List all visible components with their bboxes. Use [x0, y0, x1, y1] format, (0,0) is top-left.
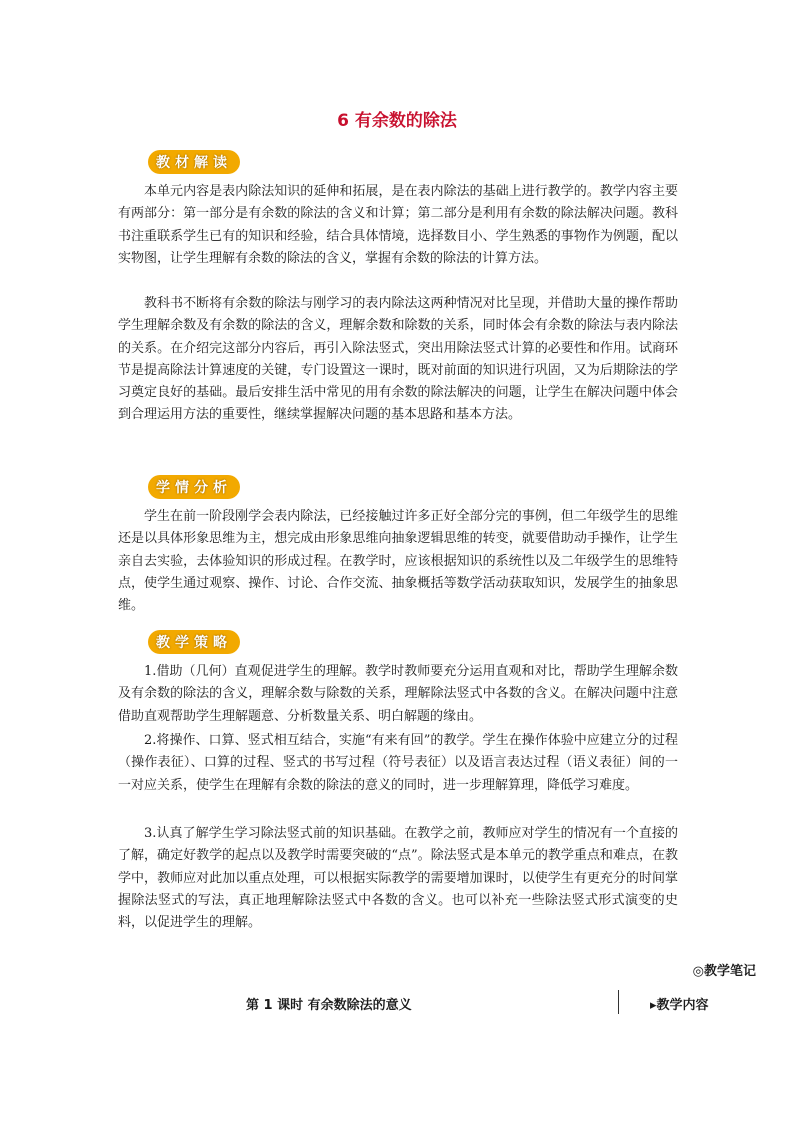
paragraph: 2.将操作、口算、竖式相互结合，实施“有来有回”的教学。学生在操作体验中应建立分的过程（操作表征）、口算的过程、竖式的书写过程（符号表征）以及语言表达过程（语义表征）间的一一对应关系，使学生在理解有余数的除法的意义的同时，进一步理解算理，降低学习难度。	[118, 733, 678, 793]
section-heading: 教材解读	[156, 155, 232, 171]
section-badge-strategy	[148, 630, 240, 654]
section-badge-textbook	[148, 150, 240, 174]
paragraph: 1.借助（几何）直观促进学生的理解。教学时教师要充分运用直观和对比，帮助学生理解余数及有余数的除法的含义，理解余数与除数的关系，理解除法竖式中各数的含义。在解决问题中注意借助直观帮助学生理解题意、分析数量关系、明白解题的缘由。	[118, 664, 678, 724]
page-title: 6 有余数的除法	[337, 111, 457, 131]
section-badge-learning	[148, 475, 240, 499]
lesson-title: 第 1 课时 有余数除法的意义	[246, 998, 412, 1013]
teaching-content-label: ▸教学内容	[650, 998, 709, 1013]
teaching-notes-label: ◎教学笔记	[692, 964, 756, 979]
paragraph: 3.认真了解学生学习除法竖式前的知识基础。在教学之前，教师应对学生的情况有一个直接的了解，确定好教学的起点以及教学时需要突破的“点”。除法竖式是本单元的教学重点和难点，在教学中，教师应对此加以重点处理，可以根据实际教学的需要增加课时，以使学生有更充分的时间掌握除法竖式的写法，真正地理解除法竖式中各数的含义。也可以补充一些除法竖式形式演变的史料，以促进学生的理解。	[118, 826, 678, 931]
paragraph: 教科书不断将有余数的除法与刚学习的表内除法这两种情况对比呈现，并借助大量的操作帮助学生理解余数及有余数的除法的含义，理解余数和除数的关系，同时体会有余数的除法与表内除法的关系。在介绍完这部分内容后，再引入除法竖式，突出用除法竖式计算的必要性和作用。试商环节是提高除法计算速度的关键，专门设置这一课时，既对前面的知识进行巩固，又为后期除法的学习奠定良好的基础。最后安排生活中常见的用有余数的除法解决的问题，让学生在解决问题中体会到合理运用方法的重要性，继续掌握解决问题的基本思路和基本方法。	[118, 296, 678, 423]
section-heading: 教学策略	[156, 635, 232, 651]
paragraph: 本单元内容是表内除法知识的延伸和拓展，是在表内除法的基础上进行教学的。教学内容主要有两部分：第一部分是有余数的除法的含义和计算；第二部分是利用有余数的除法解决问题。教科书注重联系学生已有的知识和经验，结合具体情境，选择数目小、学生熟悉的事物作为例题，配以实物图，让学生理解有余数的除法的含义，掌握有余数的除法的计算方法。	[118, 184, 678, 266]
paragraph: 学生在前一阶段刚学会表内除法，已经接触过许多正好全部分完的事例，但二年级学生的思维还是以具体形象思维为主，想完成由形象思维向抽象逻辑思维的转变，就要借助动手操作，让学生亲自去实验，去体验知识的形成过程。在教学时，应该根据知识的系统性以及二年级学生的思维特点，使学生通过观察、操作、讨论、合作交流、抽象概括等数学活动获取知识，发展学生的抽象思维。	[118, 509, 678, 614]
divider	[618, 990, 619, 1014]
section-heading: 学情分析	[156, 480, 232, 496]
